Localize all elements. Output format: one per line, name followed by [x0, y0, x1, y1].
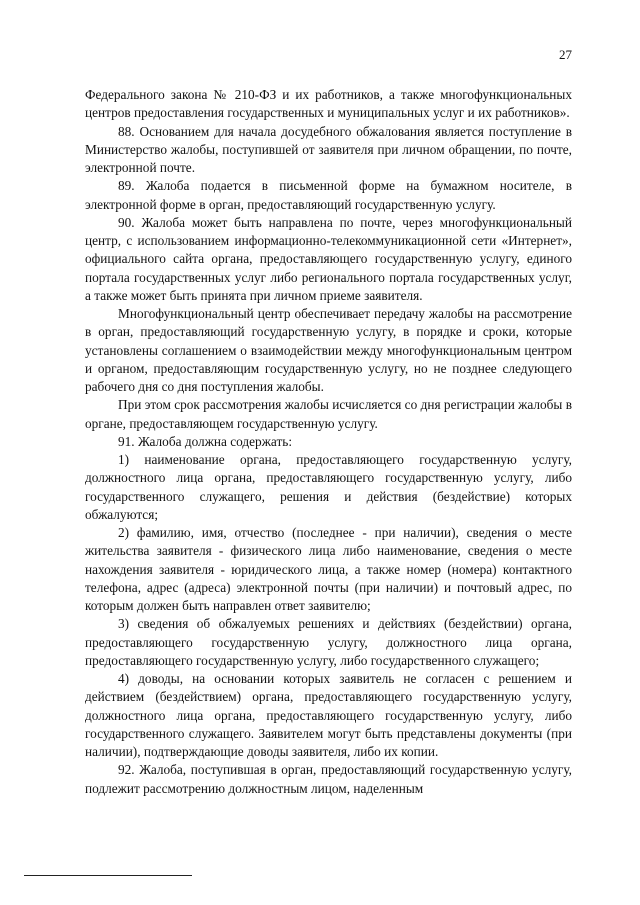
list-item-3: 3) сведения об обжалуемых решениях и действиях (бездействии) органа, предоставляющего государственную услугу, должностного лица органа, предоставляющего государственную услугу, либо государственного служащего; [85, 616, 572, 668]
paragraph-review-term: При этом срок рассмотрения жалобы исчисляется со дня регистрации жалобы в органе, предоставляющем государственную услугу. [85, 397, 572, 431]
paragraph-89: 89. Жалоба подается в письменной форме на бумажном носителе, в электронной форме в орган, предоставляющий государственную услугу. [85, 178, 572, 212]
paragraph-88: 88. Основанием для начала досудебного обжалования является поступление в Министерство жалобы, поступившей от заявителя при личном обращении, по почте, электронной почте. [85, 123, 572, 175]
list-item-1: 1) наименование органа, предоставляющего государственную услугу, должностного лица органа, предоставляющего государственную услугу, либо государственного служащего, решения и действия (бездействие) которых обжалуются; [85, 452, 572, 522]
paragraph-91: 91. Жалоба должна содержать: [118, 433, 293, 449]
paragraph-mfc-transfer: Многофункциональный центр обеспечивает передачу жалобы на рассмотрение в орган, предоставляющий государственную услугу, в порядке и сроки, которые установлены соглашением о взаимодействии между многофункциональным центром и органом, предоставляющим государственную услугу, но не позднее следующего рабочего дня со дня поступления жалобы. [85, 306, 572, 394]
paragraph-92: 92. Жалоба, поступившая в орган, предоставляющий государственную услугу, подлежит рассмотрению должностным лицом, наделенным [85, 762, 572, 796]
page-number: 27 [559, 47, 572, 62]
list-item-2: 2) фамилию, имя, отчество (последнее - при наличии), сведения о месте жительства заявителя - физического лица либо наименование, сведения о месте нахождения заявителя - юридического лица, а также номер (номера) контактного телефона, адрес (адреса) электронной почты (при наличии) и почтовый адрес, по которым должен быть направлен ответ заявителю; [85, 525, 572, 613]
footnote-divider [24, 875, 192, 876]
paragraph-continuation: Федерального закона № 210-ФЗ и их работников, а также многофункциональных центров предоставления государственных и муниципальных услуг и их работников». [85, 87, 572, 121]
paragraph-90: 90. Жалоба может быть направлена по почте, через многофункциональный центр, с использованием информационно-телекоммуникационной сети «Интернет», официального сайта органа, предоставляющего государственную услугу, единого портала государственных услуг либо регионального портала государственных услуг, а также может быть принята при личном приеме заявителя. [85, 214, 572, 303]
list-item-4: 4) доводы, на основании которых заявитель не согласен с решением и действием (бездействием) органа, предоставляющего государственную услугу, должностного лица органа, предоставляющего государственную услугу, либо государственного служащего. Заявителем могут быть представлены документы (при наличии), подтверждающие доводы заявителя, либо их копии. [85, 671, 572, 759]
document-body [85, 86, 572, 798]
